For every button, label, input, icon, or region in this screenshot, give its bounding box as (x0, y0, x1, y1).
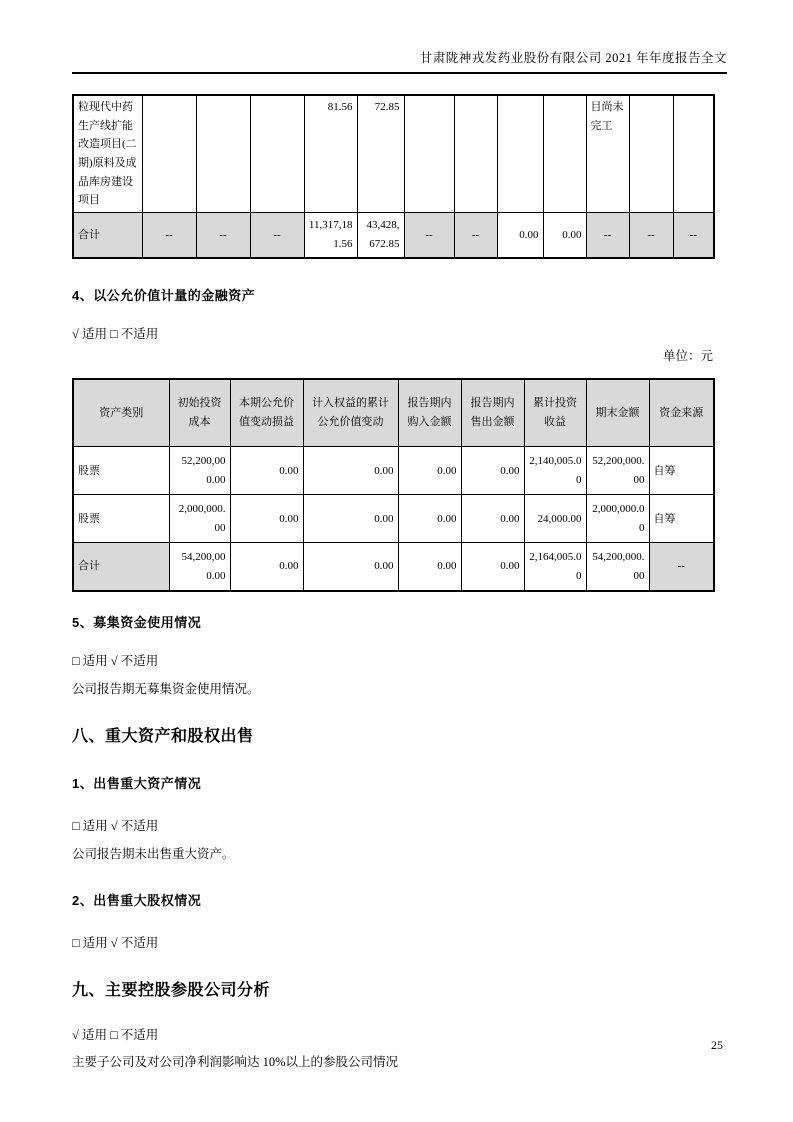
table-cell: 股票 (73, 447, 169, 495)
column-header: 报告期内购入金额 (398, 379, 461, 447)
table-cell (196, 95, 250, 213)
column-header: 资金来源 (649, 379, 714, 447)
table-row (73, 447, 714, 495)
table-cell: 0.00 (497, 213, 543, 258)
table-header-row (73, 379, 714, 447)
table-cell: 24,000.00 (524, 495, 586, 543)
table-cell: 2,164,005.00 (524, 543, 586, 591)
table-row-total (73, 213, 714, 258)
section8-sub1-heading: 1、出售重大资产情况 (72, 776, 202, 792)
table-cell (497, 95, 543, 213)
table-cell: 0.00 (398, 447, 461, 495)
table-cell: 0.00 (230, 447, 303, 495)
table-cell: -- (629, 213, 673, 258)
section8-sub1-applicability: □ 适用 √ 不适用 (72, 819, 159, 834)
section4-applicability: √ 适用 □ 不适用 (72, 326, 159, 341)
column-header: 报告期内售出金额 (461, 379, 524, 447)
table-cell: 合计 (73, 213, 142, 258)
section9-heading: 九、主要控股参股公司分析 (72, 982, 271, 999)
section4-heading: 4、以公允价值计量的金融资产 (72, 287, 256, 303)
section8-sub2-heading: 2、出售重大股权情况 (72, 893, 202, 909)
table-cell: 合计 (73, 543, 169, 591)
column-header: 本期公允价值变动损益 (230, 379, 303, 447)
section5-heading: 5、募集资金使用情况 (72, 614, 202, 630)
table-cell (404, 95, 454, 213)
section8-sub2-applicability: □ 适用 √ 不适用 (72, 936, 159, 951)
fair-value-assets-table (72, 378, 715, 592)
table-cell (543, 95, 586, 213)
table-cell (250, 95, 304, 213)
table-cell: 52,200,000.00 (169, 447, 230, 495)
header-divider (72, 72, 727, 74)
table-cell: 54,200,000.00 (169, 543, 230, 591)
table-cell: -- (649, 543, 714, 591)
page-header-title: 甘肃陇神戎发药业股份有限公司 2021 年年度报告全文 (419, 51, 727, 65)
table-cell (454, 95, 497, 213)
column-header: 初始投资成本 (169, 379, 230, 447)
carryover-table (72, 94, 715, 259)
table-cell: -- (142, 213, 196, 258)
table-cell: 0.00 (461, 447, 524, 495)
page-number: 25 (711, 1038, 723, 1052)
table-cell: 股票 (73, 495, 169, 543)
table-cell: 0.00 (398, 495, 461, 543)
table-cell: 0.00 (543, 213, 586, 258)
table-cell: 粒现代中药生产线扩能改造项目(二期)原料及成品库房建设项目 (73, 95, 142, 213)
table-cell: -- (196, 213, 250, 258)
table-cell: 目尚未完工 (586, 95, 629, 213)
column-header: 资产类别 (73, 379, 169, 447)
table-cell: 0.00 (398, 543, 461, 591)
table-cell: 0.00 (230, 495, 303, 543)
table-cell: 自筹 (649, 495, 714, 543)
table-cell: -- (586, 213, 629, 258)
table-cell (142, 95, 196, 213)
section8-sub1-note: 公司报告期未出售重大资产。 (72, 846, 235, 861)
table-cell: 54,200,000.00 (586, 543, 649, 591)
table-cell: 2,000,000.00 (169, 495, 230, 543)
table-cell: 2,000,000.00 (586, 495, 649, 543)
table-cell (629, 95, 673, 213)
section9-note: 主要子公司及对公司净利润影响达 10%以上的参股公司情况 (72, 1054, 399, 1069)
unit-label: 单位：元 (662, 349, 713, 364)
table-cell: 0.00 (303, 543, 398, 591)
table-cell: -- (250, 213, 304, 258)
table-cell: 43,428,672.85 (357, 213, 404, 258)
table-cell: 72.85 (357, 95, 404, 213)
table-cell: -- (454, 213, 497, 258)
column-header: 累计投资收益 (524, 379, 586, 447)
section5-note: 公司报告期无募集资金使用情况。 (72, 681, 260, 696)
table-cell: 0.00 (230, 543, 303, 591)
table-cell: 11,317,181.56 (304, 213, 357, 258)
table-cell: 52,200,000.00 (586, 447, 649, 495)
section5-applicability: □ 适用 √ 不适用 (72, 653, 159, 668)
table-cell: -- (673, 213, 714, 258)
table-row (73, 495, 714, 543)
table-cell: 自筹 (649, 447, 714, 495)
section8-heading: 八、重大资产和股权出售 (72, 728, 254, 746)
table-cell: 0.00 (461, 495, 524, 543)
table-cell: 81.56 (304, 95, 357, 213)
column-header: 期末金额 (586, 379, 649, 447)
table-row-total (73, 543, 714, 591)
table-cell: -- (404, 213, 454, 258)
section9-applicability: √ 适用 □ 不适用 (72, 1028, 159, 1042)
column-header: 计入权益的累计公允价值变动 (303, 379, 398, 447)
table-cell: 0.00 (461, 543, 524, 591)
table-cell: 2,140,005.00 (524, 447, 586, 495)
table-cell: 0.00 (303, 447, 398, 495)
table-cell (673, 95, 714, 213)
table-row (73, 95, 714, 213)
table-cell: 0.00 (303, 495, 398, 543)
